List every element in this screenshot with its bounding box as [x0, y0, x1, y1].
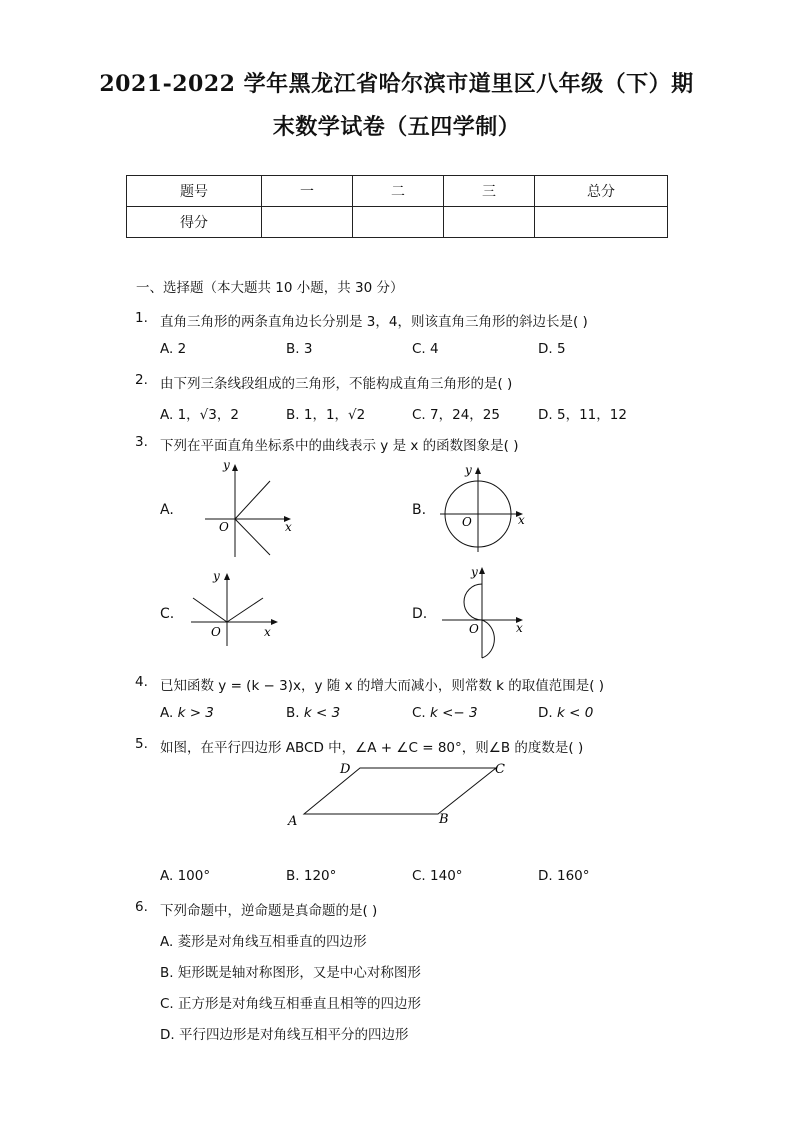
option-a	[160, 930, 367, 950]
option-text: 正方形是对角线互相垂直且相等的四边形	[178, 996, 422, 1012]
question-number: 2.	[135, 372, 148, 388]
option-text: k < 3	[303, 705, 341, 721]
option-d	[538, 705, 593, 721]
option-label: C.	[412, 705, 426, 721]
parallelogram-figure	[282, 758, 522, 830]
score-header-cell: 二	[353, 176, 444, 207]
x-label: x	[264, 625, 271, 639]
score-cell	[353, 207, 444, 238]
option-text: 1，√3，2	[177, 407, 239, 423]
question-text: 直角三角形的两条直角边长分别是 3，4，则该直角三角形的斜边长是( )	[160, 314, 588, 330]
option-label: A.	[160, 407, 174, 423]
exam-title-line2: 末数学试卷（五四学制）	[272, 114, 521, 140]
option-b	[286, 705, 340, 721]
option-label: C.	[412, 868, 426, 884]
option-label: C.	[160, 996, 174, 1012]
option-text: k <− 3	[430, 705, 478, 721]
option-text: 矩形既是轴对称图形，又是中心对称图形	[177, 965, 421, 981]
option-label: B.	[286, 868, 300, 884]
question-number: 6.	[135, 899, 148, 915]
origin-label: O	[469, 622, 479, 636]
option-c	[412, 705, 478, 721]
option-b	[286, 341, 312, 357]
option-label: D.	[538, 705, 553, 721]
origin-label: O	[211, 625, 221, 639]
vertex-b-label: B	[439, 812, 449, 827]
option-label: A.	[160, 868, 174, 884]
option-label: B.	[286, 407, 300, 423]
option-text: 1，1，√2	[303, 407, 366, 423]
score-header-cell: 三	[444, 176, 535, 207]
curve	[227, 598, 263, 622]
score-row-label: 得分	[127, 207, 262, 238]
option-label: B.	[160, 965, 174, 981]
option-text: 菱形是对角线互相垂直的四边形	[177, 934, 367, 950]
option-b	[286, 403, 365, 423]
origin-label: O	[462, 515, 472, 529]
option-label: B.	[286, 341, 300, 357]
score-header-cell: 总分	[535, 176, 668, 207]
option-text: 2	[177, 341, 187, 357]
question-text: 下列在平面直角坐标系中的曲线表示 y 是 x 的函数图象是( )	[160, 438, 519, 454]
option-c	[160, 992, 421, 1012]
option-label: B.	[286, 705, 300, 721]
graph-d	[438, 562, 538, 662]
option-label: D.	[538, 868, 553, 884]
question-number: 5.	[135, 736, 148, 752]
score-cell	[262, 207, 353, 238]
option-text: k < 0	[556, 705, 594, 721]
curve	[235, 519, 270, 555]
option-b	[160, 961, 421, 981]
option-text: 160°	[556, 868, 590, 884]
option-text: 7，24，25	[430, 407, 500, 423]
option-text: 5，11，12	[556, 407, 627, 423]
y-label: y	[213, 569, 220, 583]
option-text: 4	[430, 341, 439, 357]
option-a	[160, 868, 210, 884]
graph-b	[438, 458, 538, 553]
option-text: 5	[556, 341, 566, 357]
graph-a	[195, 455, 305, 560]
score-table-header-row	[127, 176, 668, 207]
x-label: x	[285, 520, 292, 534]
option-a	[160, 705, 214, 721]
question-number: 1.	[135, 310, 148, 326]
option-d	[538, 341, 566, 357]
question-number: 4.	[135, 674, 148, 690]
option-text: 100°	[177, 868, 211, 884]
option-d	[160, 1023, 408, 1043]
option-label: A.	[160, 705, 174, 721]
option-b-label: B.	[412, 502, 427, 518]
score-header-cell: 一	[262, 176, 353, 207]
curve	[235, 481, 270, 519]
option-a-label: A.	[160, 502, 174, 518]
option-text: 120°	[303, 868, 337, 884]
option-d-label: D.	[412, 606, 428, 622]
curve	[193, 598, 227, 622]
section-heading: 一、选择题（本大题共 10 小题，共 30 分）	[136, 280, 404, 296]
score-table-score-row	[127, 207, 668, 238]
question-text: 由下列三条线段组成的三角形，不能构成直角三角形的是( )	[160, 376, 513, 392]
option-c	[412, 403, 500, 423]
option-d	[538, 868, 590, 884]
option-text: k > 3	[177, 705, 214, 721]
origin-label: O	[219, 520, 229, 534]
vertex-a-label: A	[288, 814, 298, 829]
option-label: A.	[160, 934, 174, 950]
option-label: D.	[538, 341, 553, 357]
option-d	[538, 403, 627, 423]
option-label: A.	[160, 341, 174, 357]
score-cell	[535, 207, 668, 238]
option-c	[412, 868, 463, 884]
y-label: y	[223, 458, 230, 472]
option-c	[412, 341, 439, 357]
option-text: 3	[303, 341, 313, 357]
x-label: x	[518, 513, 525, 527]
y-label: y	[465, 463, 472, 477]
graph-c	[185, 566, 285, 651]
score-header-cell: 题号	[127, 176, 262, 207]
option-text: 140°	[430, 868, 463, 884]
exam-title-line1: 2021-2022 学年黑龙江省哈尔滨市道里区八年级（下）期	[99, 71, 694, 97]
curve	[464, 584, 482, 620]
score-cell	[444, 207, 535, 238]
option-label: D.	[160, 1027, 175, 1043]
option-text: 平行四边形是对角线互相平分的四边形	[178, 1027, 409, 1043]
option-a	[160, 403, 239, 423]
option-b	[286, 868, 336, 884]
option-label: C.	[412, 341, 426, 357]
curve	[482, 620, 494, 658]
option-label: D.	[538, 407, 553, 423]
vertex-c-label: C	[495, 762, 505, 777]
question-text: 已知函数 y = (k − 3)x，y 随 x 的增大而减小，则常数 k 的取值范围是( )	[160, 678, 605, 694]
question-text: 如图，在平行四边形 ABCD 中，∠A + ∠C = 80°，则∠B 的度数是( )	[160, 740, 584, 756]
question-text: 下列命题中，逆命题是真命题的是( )	[160, 903, 378, 919]
x-label: x	[516, 621, 523, 635]
question-number: 3.	[135, 434, 148, 450]
option-c-label: C.	[160, 606, 175, 622]
y-label: y	[471, 565, 478, 579]
score-table	[126, 175, 668, 238]
option-label: C.	[412, 407, 426, 423]
option-a	[160, 341, 186, 357]
parallelogram-abcd	[304, 768, 496, 814]
vertex-d-label: D	[340, 762, 351, 777]
